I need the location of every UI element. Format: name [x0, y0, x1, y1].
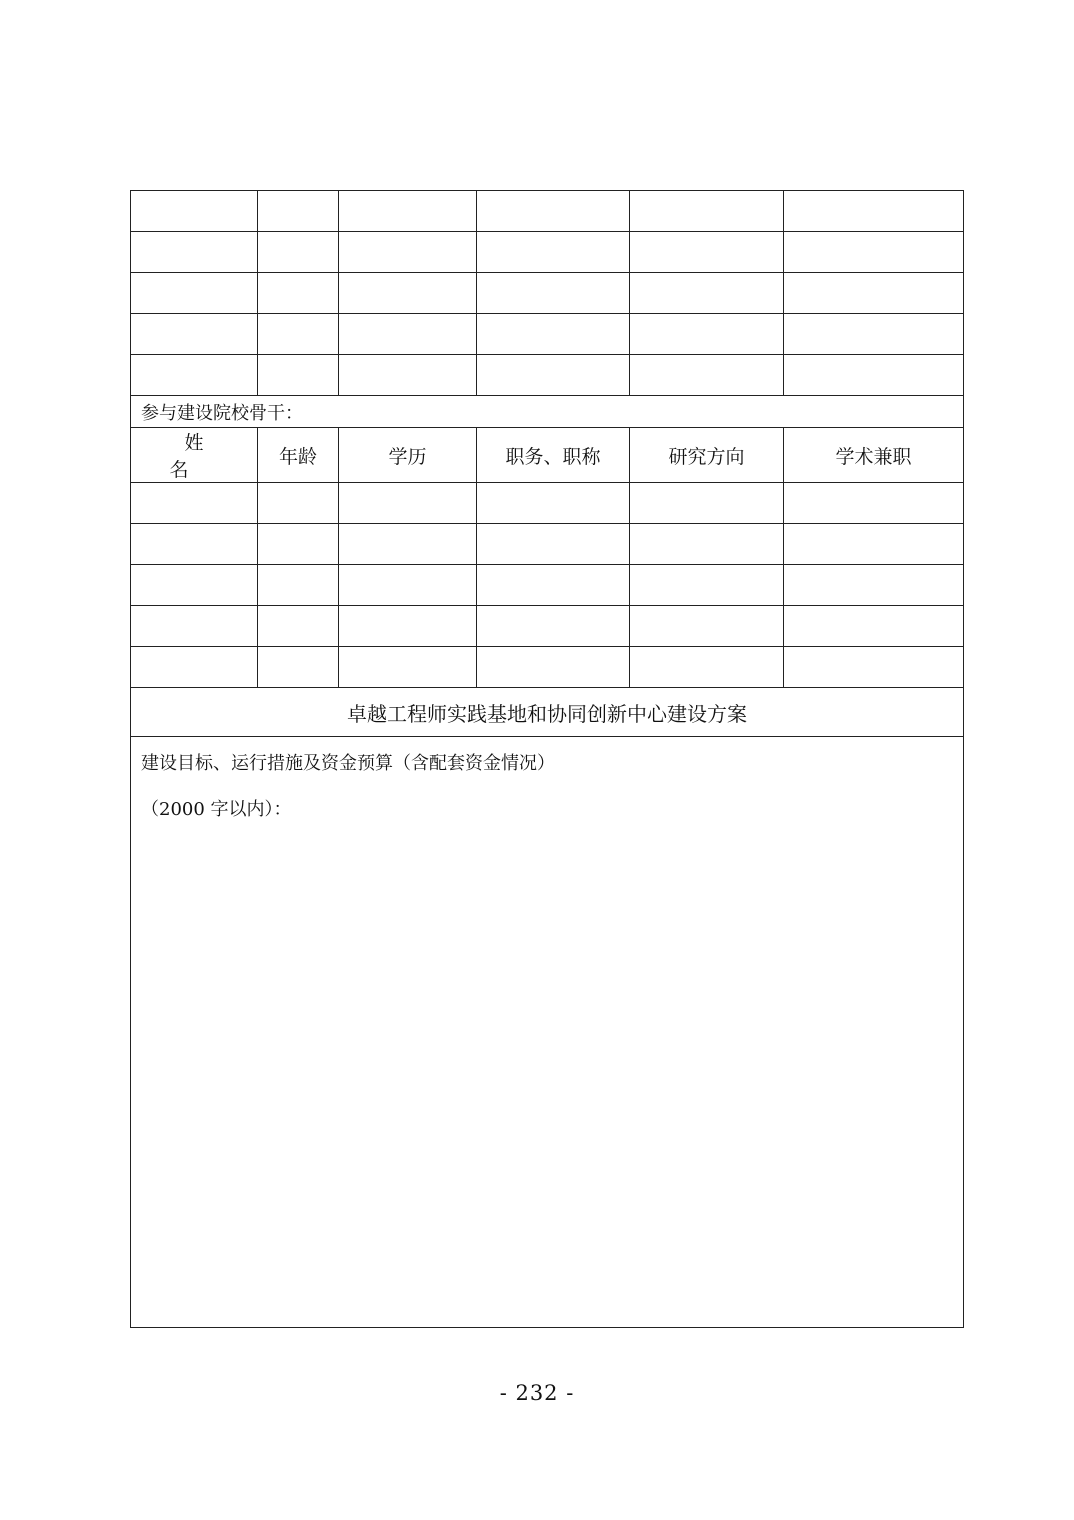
education-cell[interactable]: [339, 355, 477, 396]
age-cell[interactable]: [258, 355, 339, 396]
age-cell[interactable]: [258, 647, 339, 688]
school-members-label: 参与建设院校骨干：: [131, 396, 964, 428]
academic-role-cell[interactable]: [784, 647, 964, 688]
position-title-cell[interactable]: [477, 191, 630, 232]
age-cell[interactable]: [258, 273, 339, 314]
age-cell[interactable]: [258, 232, 339, 273]
name-cell[interactable]: [131, 524, 258, 565]
position-title-cell[interactable]: [477, 273, 630, 314]
academic-role-cell[interactable]: [784, 355, 964, 396]
school-members-label-row: [131, 396, 964, 428]
table-row: [131, 565, 964, 606]
name-cell[interactable]: [131, 273, 258, 314]
page-number: - 232 -: [499, 1381, 575, 1405]
education-cell[interactable]: [339, 606, 477, 647]
table-row: [131, 273, 964, 314]
position-title-cell[interactable]: [477, 314, 630, 355]
header-name: 姓名: [131, 428, 258, 483]
education-cell[interactable]: [339, 273, 477, 314]
age-cell[interactable]: [258, 314, 339, 355]
plan-prompt-line-2: （2000 字以内）：: [141, 799, 292, 820]
education-cell[interactable]: [339, 314, 477, 355]
header-education: 学历: [339, 428, 477, 483]
position-title-cell[interactable]: [477, 606, 630, 647]
education-cell[interactable]: [339, 191, 477, 232]
age-cell[interactable]: [258, 483, 339, 524]
name-cell[interactable]: [131, 314, 258, 355]
research-cell[interactable]: [630, 355, 784, 396]
research-cell[interactable]: [630, 565, 784, 606]
table-row: [131, 483, 964, 524]
age-cell[interactable]: [258, 565, 339, 606]
table-row: [131, 191, 964, 232]
research-cell[interactable]: [630, 647, 784, 688]
academic-role-cell[interactable]: [784, 314, 964, 355]
name-cell[interactable]: [131, 355, 258, 396]
research-cell[interactable]: [630, 606, 784, 647]
position-title-cell[interactable]: [477, 524, 630, 565]
age-cell[interactable]: [258, 524, 339, 565]
education-cell[interactable]: [339, 647, 477, 688]
position-title-cell[interactable]: [477, 232, 630, 273]
table-row: [131, 647, 964, 688]
name-cell[interactable]: [131, 565, 258, 606]
plan-content-area[interactable]: [131, 737, 964, 1328]
header-research: 研究方向: [630, 428, 784, 483]
education-cell[interactable]: [339, 483, 477, 524]
plan-section-title: 卓越工程师实践基地和协同创新中心建设方案: [131, 688, 964, 737]
name-cell[interactable]: [131, 483, 258, 524]
academic-role-cell[interactable]: [784, 565, 964, 606]
academic-role-cell[interactable]: [784, 273, 964, 314]
education-cell[interactable]: [339, 565, 477, 606]
research-cell[interactable]: [630, 273, 784, 314]
name-cell[interactable]: [131, 647, 258, 688]
header-age: 年龄: [258, 428, 339, 483]
research-cell[interactable]: [630, 314, 784, 355]
application-form-table: [130, 190, 964, 1328]
name-cell[interactable]: [131, 232, 258, 273]
table-row: [131, 232, 964, 273]
table-row: [131, 524, 964, 565]
education-cell[interactable]: [339, 524, 477, 565]
research-cell[interactable]: [630, 483, 784, 524]
academic-role-cell[interactable]: [784, 483, 964, 524]
age-cell[interactable]: [258, 191, 339, 232]
research-cell[interactable]: [630, 524, 784, 565]
education-cell[interactable]: [339, 232, 477, 273]
table-row: [131, 606, 964, 647]
position-title-cell[interactable]: [477, 483, 630, 524]
plan-prompt-line-1: 建设目标、运行措施及资金预算（含配套资金情况）: [141, 753, 555, 774]
name-cell[interactable]: [131, 606, 258, 647]
plan-title-row: [131, 688, 964, 737]
column-header-row: [131, 428, 964, 483]
position-title-cell[interactable]: [477, 355, 630, 396]
academic-role-cell[interactable]: [784, 191, 964, 232]
academic-role-cell[interactable]: [784, 232, 964, 273]
academic-role-cell[interactable]: [784, 606, 964, 647]
header-position-title: 职务、职称: [477, 428, 630, 483]
header-academic-role: 学术兼职: [784, 428, 964, 483]
research-cell[interactable]: [630, 191, 784, 232]
name-cell[interactable]: [131, 191, 258, 232]
age-cell[interactable]: [258, 606, 339, 647]
plan-content-row: [131, 737, 964, 1328]
position-title-cell[interactable]: [477, 647, 630, 688]
position-title-cell[interactable]: [477, 565, 630, 606]
table-row: [131, 355, 964, 396]
academic-role-cell[interactable]: [784, 524, 964, 565]
table-row: [131, 314, 964, 355]
research-cell[interactable]: [630, 232, 784, 273]
